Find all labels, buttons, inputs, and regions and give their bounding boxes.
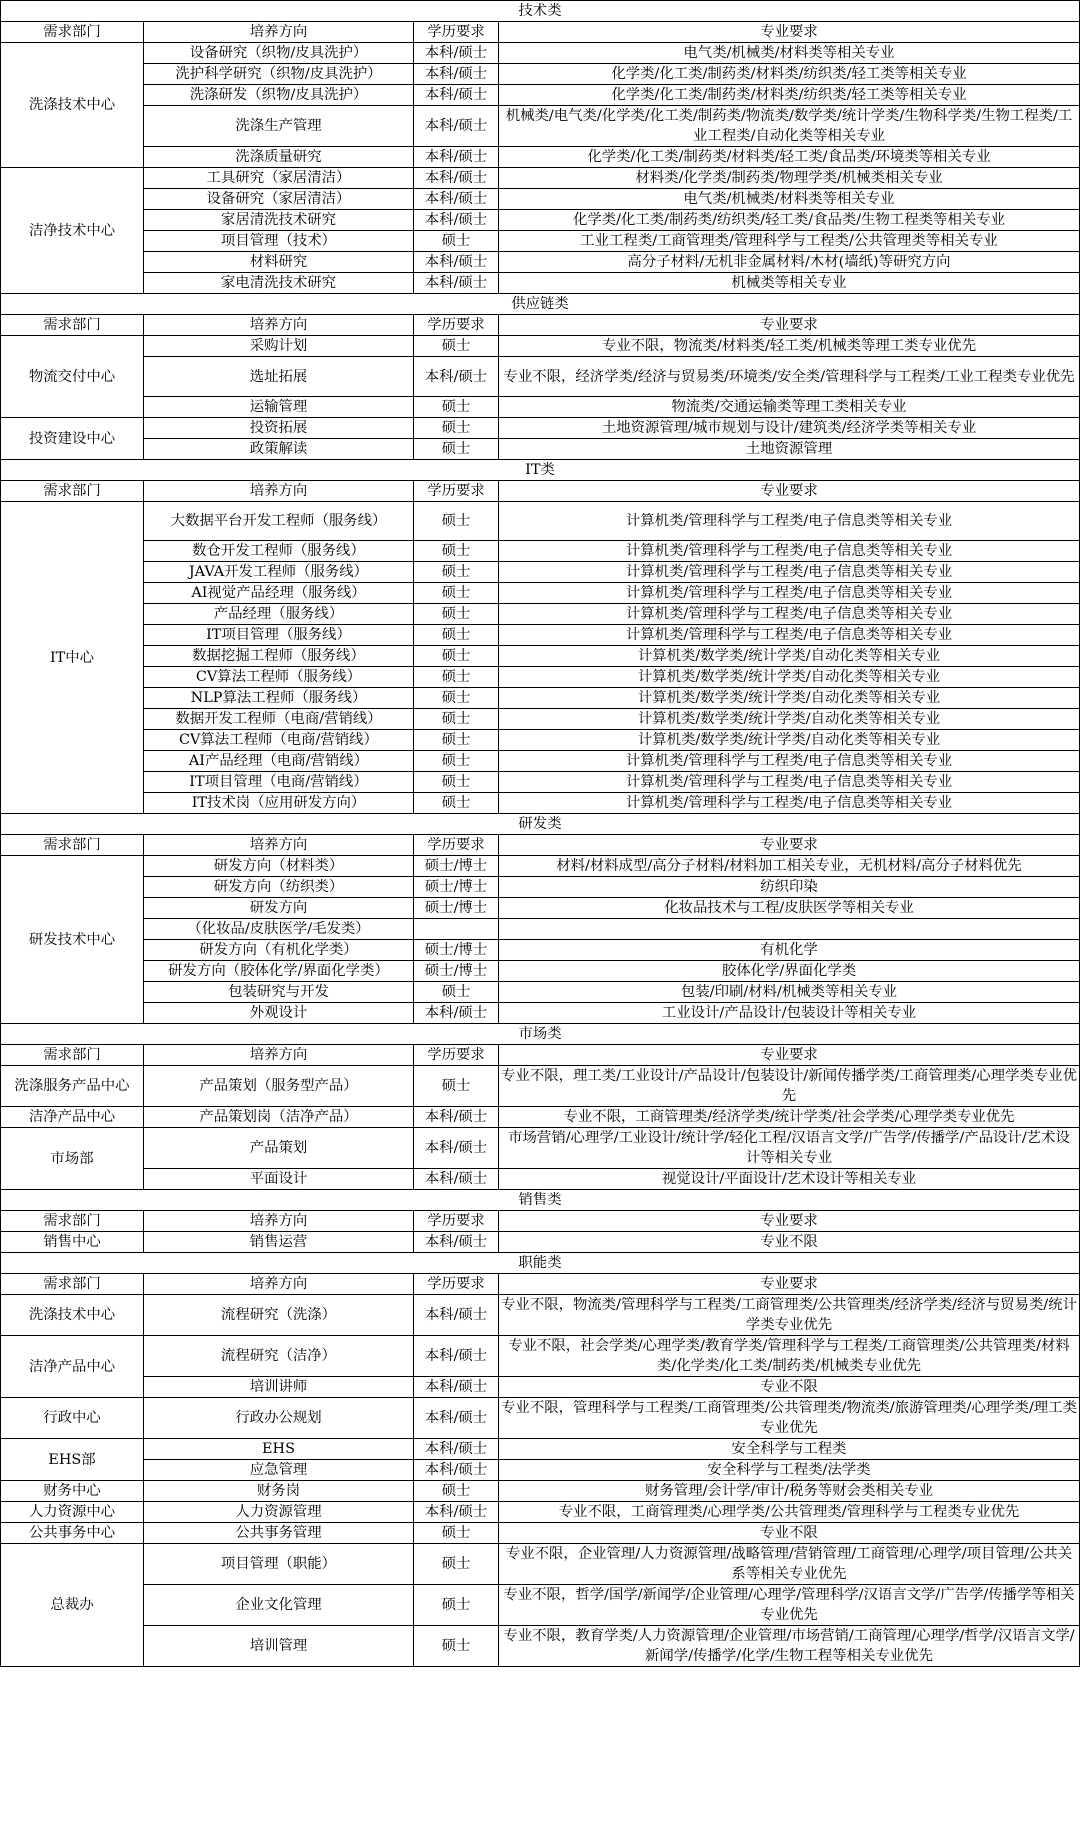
- direction-cell: 公共事务管理: [144, 1523, 414, 1544]
- dept-cell: 销售中心: [1, 1232, 144, 1253]
- direction-cell: 研发方向: [144, 898, 414, 919]
- header-dept: 需求部门: [1, 1211, 144, 1232]
- major-cell: 计算机类/管理科学与工程类/电子信息类等相关专业: [499, 625, 1080, 646]
- edu-cell: 本科/硕士: [414, 252, 499, 273]
- dept-cell: 市场部: [1, 1128, 144, 1190]
- edu-cell: 硕士: [414, 709, 499, 730]
- table-row: [1, 625, 1080, 646]
- header-row: [1, 22, 1080, 43]
- major-cell: 专业不限，教育学类/人力资源管理/企业管理/市场营销/工商管理/心理学/哲学/汉语言文学/新闻学/传播学/化学/生物工程等相关专业优先: [499, 1626, 1080, 1667]
- direction-cell: 数仓开发工程师（服务线）: [144, 541, 414, 562]
- header-row: [1, 1211, 1080, 1232]
- major-cell: 机械类/电气类/化学类/化工类/制药类/物流类/数学类/统计学类/生物科学类/生物工程类/工业工程类/自动化类等相关专业: [499, 106, 1080, 147]
- section-title: 销售类: [1, 1190, 1080, 1211]
- header-edu: 学历要求: [414, 1274, 499, 1295]
- edu-cell: [414, 919, 499, 940]
- dept-cell: 总裁办: [1, 1544, 144, 1667]
- direction-cell: 平面设计: [144, 1169, 414, 1190]
- header-edu: 学历要求: [414, 835, 499, 856]
- table-row: [1, 1626, 1080, 1667]
- table-row: [1, 688, 1080, 709]
- direction-cell: 行政办公规划: [144, 1398, 414, 1439]
- edu-cell: 本科/硕士: [414, 1502, 499, 1523]
- direction-cell: 研发方向（材料类）: [144, 856, 414, 877]
- header-direction: 培养方向: [144, 22, 414, 43]
- edu-cell: 本科/硕士: [414, 189, 499, 210]
- direction-cell: 洗涤质量研究: [144, 147, 414, 168]
- major-cell: 纺织印染: [499, 877, 1080, 898]
- table-row: [1, 982, 1080, 1003]
- table-row: [1, 856, 1080, 877]
- edu-cell: 硕士: [414, 604, 499, 625]
- major-cell: 机械类等相关专业: [499, 273, 1080, 294]
- major-cell: 有机化学: [499, 940, 1080, 961]
- edu-cell: 硕士: [414, 1481, 499, 1502]
- major-cell: 电气类/机械类/材料类等相关专业: [499, 43, 1080, 64]
- direction-cell: 项目管理（职能）: [144, 1544, 414, 1585]
- table-row: [1, 1585, 1080, 1626]
- edu-cell: 硕士: [414, 982, 499, 1003]
- edu-cell: 硕士: [414, 667, 499, 688]
- direction-cell: 培训讲师: [144, 1377, 414, 1398]
- header-row: [1, 1274, 1080, 1295]
- table-row: [1, 1439, 1080, 1460]
- edu-cell: 硕士: [414, 751, 499, 772]
- direction-cell: 运输管理: [144, 397, 414, 418]
- direction-cell: 外观设计: [144, 1003, 414, 1024]
- major-cell: 专业不限，管理科学与工程类/工商管理类/公共管理类/物流类/旅游管理类/心理学类/理工类专业优先: [499, 1398, 1080, 1439]
- edu-cell: 硕士: [414, 1066, 499, 1107]
- direction-cell: 家电清洗技术研究: [144, 273, 414, 294]
- header-major: 专业要求: [499, 1274, 1080, 1295]
- direction-cell: 材料研究: [144, 252, 414, 273]
- direction-cell: CV算法工程师（服务线）: [144, 667, 414, 688]
- direction-cell: CV算法工程师（电商/营销线）: [144, 730, 414, 751]
- section-title: 职能类: [1, 1253, 1080, 1274]
- table-row: [1, 502, 1080, 541]
- header-edu: 学历要求: [414, 315, 499, 336]
- header-dept: 需求部门: [1, 481, 144, 502]
- header-dept: 需求部门: [1, 315, 144, 336]
- direction-cell: 数据挖掘工程师（服务线）: [144, 646, 414, 667]
- major-cell: 电气类/机械类/材料类等相关专业: [499, 189, 1080, 210]
- direction-cell: 培训管理: [144, 1626, 414, 1667]
- major-cell: 计算机类/数学类/统计学类/自动化类等相关专业: [499, 730, 1080, 751]
- section-title-row: [1, 1253, 1080, 1274]
- direction-cell: 洗护科学研究（织物/皮具洗护）: [144, 64, 414, 85]
- major-cell: 计算机类/管理科学与工程类/电子信息类等相关专业: [499, 772, 1080, 793]
- table-row: [1, 1481, 1080, 1502]
- edu-cell: 本科/硕士: [414, 43, 499, 64]
- edu-cell: 硕士: [414, 730, 499, 751]
- direction-cell: EHS: [144, 1439, 414, 1460]
- direction-cell: IT技术岗（应用研发方向）: [144, 793, 414, 814]
- major-cell: 材料类/化学类/制药类/物理学类/机械类相关专业: [499, 168, 1080, 189]
- major-cell: 专业不限，物流类/管理科学与工程类/工商管理类/公共管理类/经济学类/经济与贸易类/统计学类专业优先: [499, 1295, 1080, 1336]
- table-row: [1, 210, 1080, 231]
- edu-cell: 硕士: [414, 439, 499, 460]
- direction-cell: （化妆品/皮肤医学/毛发类）: [144, 919, 414, 940]
- edu-cell: 硕士: [414, 1626, 499, 1667]
- table-row: [1, 397, 1080, 418]
- major-cell: 专业不限: [499, 1523, 1080, 1544]
- header-major: 专业要求: [499, 22, 1080, 43]
- dept-cell: 人力资源中心: [1, 1502, 144, 1523]
- major-cell: 计算机类/管理科学与工程类/电子信息类等相关专业: [499, 604, 1080, 625]
- edu-cell: 本科/硕士: [414, 1107, 499, 1128]
- direction-cell: 销售运营: [144, 1232, 414, 1253]
- table-row: [1, 43, 1080, 64]
- table-row: [1, 1107, 1080, 1128]
- edu-cell: 硕士/博士: [414, 877, 499, 898]
- major-cell: 计算机类/数学类/统计学类/自动化类等相关专业: [499, 688, 1080, 709]
- major-cell: 工业设计/产品设计/包装设计等相关专业: [499, 1003, 1080, 1024]
- edu-cell: 本科/硕士: [414, 1169, 499, 1190]
- table-row: [1, 730, 1080, 751]
- header-row: [1, 1045, 1080, 1066]
- direction-cell: IT项目管理（服务线）: [144, 625, 414, 646]
- section-title-row: [1, 814, 1080, 835]
- edu-cell: 硕士: [414, 1523, 499, 1544]
- table-row: [1, 1377, 1080, 1398]
- table-row: [1, 85, 1080, 106]
- direction-cell: 产品经理（服务线）: [144, 604, 414, 625]
- major-cell: 计算机类/数学类/统计学类/自动化类等相关专业: [499, 667, 1080, 688]
- header-dept: 需求部门: [1, 835, 144, 856]
- edu-cell: 本科/硕士: [414, 1377, 499, 1398]
- major-cell: 工业工程类/工商管理类/管理科学与工程类/公共管理类等相关专业: [499, 231, 1080, 252]
- major-cell: 计算机类/管理科学与工程类/电子信息类等相关专业: [499, 793, 1080, 814]
- edu-cell: 本科/硕士: [414, 357, 499, 397]
- table-row: [1, 772, 1080, 793]
- edu-cell: 硕士: [414, 562, 499, 583]
- edu-cell: 硕士: [414, 1544, 499, 1585]
- major-cell: 市场营销/心理学/工业设计/统计学/轻化工程/汉语言文学/广告学/传播学/产品设计/艺术设计等相关专业: [499, 1128, 1080, 1169]
- direction-cell: 投资拓展: [144, 418, 414, 439]
- direction-cell: AI视觉产品经理（服务线）: [144, 583, 414, 604]
- table-row: [1, 961, 1080, 982]
- table-row: [1, 667, 1080, 688]
- direction-cell: 企业文化管理: [144, 1585, 414, 1626]
- direction-cell: 应急管理: [144, 1460, 414, 1481]
- direction-cell: 研发方向（胶体化学/界面化学类）: [144, 961, 414, 982]
- dept-cell: 公共事务中心: [1, 1523, 144, 1544]
- edu-cell: 硕士/博士: [414, 898, 499, 919]
- direction-cell: 政策解读: [144, 439, 414, 460]
- table-row: [1, 1066, 1080, 1107]
- table-row: [1, 336, 1080, 357]
- table-row: [1, 1232, 1080, 1253]
- edu-cell: 本科/硕士: [414, 64, 499, 85]
- dept-cell: 洁净产品中心: [1, 1336, 144, 1398]
- header-major: 专业要求: [499, 481, 1080, 502]
- direction-cell: 家居清洗技术研究: [144, 210, 414, 231]
- table-row: [1, 439, 1080, 460]
- major-cell: 专业不限，社会学类/心理学类/教育学类/管理科学与工程类/工商管理类/公共管理类/材料类/化学类/化工类/制药类/机械类专业优先: [499, 1336, 1080, 1377]
- major-cell: 财务管理/会计学/审计/税务等财会类相关专业: [499, 1481, 1080, 1502]
- direction-cell: JAVA开发工程师（服务线）: [144, 562, 414, 583]
- edu-cell: 本科/硕士: [414, 273, 499, 294]
- section-title: 技术类: [1, 1, 1080, 22]
- section-title: IT类: [1, 460, 1080, 481]
- edu-cell: 硕士: [414, 397, 499, 418]
- major-cell: 专业不限，企业管理/人力资源管理/战略管理/营销管理/工商管理/心理学/项目管理/公共关系等相关专业优先: [499, 1544, 1080, 1585]
- table-row: [1, 1398, 1080, 1439]
- edu-cell: 本科/硕士: [414, 1232, 499, 1253]
- dept-cell: 洁净技术中心: [1, 168, 144, 294]
- table-row: [1, 646, 1080, 667]
- edu-cell: 硕士: [414, 793, 499, 814]
- header-major: 专业要求: [499, 315, 1080, 336]
- major-cell: 材料/材料成型/高分子材料/材料加工相关专业，无机材料/高分子材料优先: [499, 856, 1080, 877]
- header-direction: 培养方向: [144, 1045, 414, 1066]
- table-row: [1, 604, 1080, 625]
- header-direction: 培养方向: [144, 315, 414, 336]
- table-row: [1, 919, 1080, 940]
- edu-cell: 硕士: [414, 625, 499, 646]
- header-edu: 学历要求: [414, 1045, 499, 1066]
- table-row: [1, 168, 1080, 189]
- section-title: 研发类: [1, 814, 1080, 835]
- table-row: [1, 583, 1080, 604]
- header-direction: 培养方向: [144, 481, 414, 502]
- dept-cell: EHS部: [1, 1439, 144, 1481]
- section-title-row: [1, 1024, 1080, 1045]
- direction-cell: 数据开发工程师（电商/营销线）: [144, 709, 414, 730]
- header-dept: 需求部门: [1, 22, 144, 43]
- edu-cell: 本科/硕士: [414, 1295, 499, 1336]
- direction-cell: 洗涤生产管理: [144, 106, 414, 147]
- table-row: [1, 189, 1080, 210]
- major-cell: 化学类/化工类/制药类/材料类/轻工类/食品类/环境类等相关专业: [499, 147, 1080, 168]
- table-row: [1, 1336, 1080, 1377]
- major-cell: 计算机类/管理科学与工程类/电子信息类等相关专业: [499, 583, 1080, 604]
- table-row: [1, 1544, 1080, 1585]
- header-edu: 学历要求: [414, 22, 499, 43]
- edu-cell: 硕士/博士: [414, 940, 499, 961]
- major-cell: [499, 919, 1080, 940]
- direction-cell: 设备研究（家居清洁）: [144, 189, 414, 210]
- table-row: [1, 418, 1080, 439]
- header-major: 专业要求: [499, 1045, 1080, 1066]
- table-row: [1, 751, 1080, 772]
- section-title-row: [1, 1190, 1080, 1211]
- section-title-row: [1, 1, 1080, 22]
- direction-cell: 采购计划: [144, 336, 414, 357]
- header-direction: 培养方向: [144, 835, 414, 856]
- header-major: 专业要求: [499, 835, 1080, 856]
- direction-cell: 研发方向（有机化学类）: [144, 940, 414, 961]
- edu-cell: 硕士: [414, 418, 499, 439]
- edu-cell: 硕士: [414, 583, 499, 604]
- dept-cell: 洗涤服务产品中心: [1, 1066, 144, 1107]
- major-cell: 高分子材料/无机非金属材料/木材(墙纸)等研究方向: [499, 252, 1080, 273]
- dept-cell: 洗涤技术中心: [1, 43, 144, 168]
- table-row: [1, 64, 1080, 85]
- edu-cell: 本科/硕士: [414, 147, 499, 168]
- direction-cell: 产品策划: [144, 1128, 414, 1169]
- direction-cell: 流程研究（洁净）: [144, 1336, 414, 1377]
- edu-cell: 本科/硕士: [414, 85, 499, 106]
- table-row: [1, 877, 1080, 898]
- major-cell: 计算机类/数学类/统计学类/自动化类等相关专业: [499, 709, 1080, 730]
- header-dept: 需求部门: [1, 1045, 144, 1066]
- table-row: [1, 1003, 1080, 1024]
- direction-cell: 大数据平台开发工程师（服务线）: [144, 502, 414, 541]
- edu-cell: 硕士: [414, 336, 499, 357]
- header-row: [1, 315, 1080, 336]
- table-row: [1, 231, 1080, 252]
- table-body: [1, 1, 1080, 1667]
- major-cell: 专业不限，哲学/国学/新闻学/企业管理/心理学/管理科学/汉语言文学/广告学/传播学等相关专业优先: [499, 1585, 1080, 1626]
- edu-cell: 本科/硕士: [414, 1336, 499, 1377]
- major-cell: 计算机类/数学类/统计学类/自动化类等相关专业: [499, 646, 1080, 667]
- table-row: [1, 106, 1080, 147]
- major-cell: 化学类/化工类/制药类/材料类/纺织类/轻工类等相关专业: [499, 64, 1080, 85]
- major-cell: 胶体化学/界面化学类: [499, 961, 1080, 982]
- edu-cell: 本科/硕士: [414, 1003, 499, 1024]
- table-row: [1, 1169, 1080, 1190]
- major-cell: 专业不限，经济学类/经济与贸易类/环境类/安全类/管理科学与工程类/工业工程类专业优先: [499, 357, 1080, 397]
- dept-cell: 洁净产品中心: [1, 1107, 144, 1128]
- table-row: [1, 1295, 1080, 1336]
- dept-cell: IT中心: [1, 502, 144, 814]
- edu-cell: 硕士: [414, 502, 499, 541]
- major-cell: 专业不限，工商管理类/心理学类/公共管理类/管理科学与工程类专业优先: [499, 1502, 1080, 1523]
- major-cell: 化学类/化工类/制药类/材料类/纺织类/轻工类等相关专业: [499, 85, 1080, 106]
- table-row: [1, 541, 1080, 562]
- table-row: [1, 147, 1080, 168]
- edu-cell: 硕士: [414, 646, 499, 667]
- table-row: [1, 1523, 1080, 1544]
- table-row: [1, 793, 1080, 814]
- direction-cell: 设备研究（织物/皮具洗护）: [144, 43, 414, 64]
- edu-cell: 本科/硕士: [414, 106, 499, 147]
- edu-cell: 本科/硕士: [414, 1439, 499, 1460]
- major-cell: 安全科学与工程类/法学类: [499, 1460, 1080, 1481]
- dept-cell: 物流交付中心: [1, 336, 144, 418]
- major-cell: 计算机类/管理科学与工程类/电子信息类等相关专业: [499, 562, 1080, 583]
- edu-cell: 本科/硕士: [414, 168, 499, 189]
- edu-cell: 硕士: [414, 231, 499, 252]
- major-cell: 专业不限: [499, 1232, 1080, 1253]
- dept-cell: 财务中心: [1, 1481, 144, 1502]
- direction-cell: NLP算法工程师（服务线）: [144, 688, 414, 709]
- edu-cell: 硕士/博士: [414, 961, 499, 982]
- major-cell: 计算机类/管理科学与工程类/电子信息类等相关专业: [499, 541, 1080, 562]
- table-row: [1, 709, 1080, 730]
- edu-cell: 硕士: [414, 541, 499, 562]
- header-edu: 学历要求: [414, 1211, 499, 1232]
- major-cell: 包装/印刷/材料/机械类等相关专业: [499, 982, 1080, 1003]
- table-row: [1, 940, 1080, 961]
- major-cell: 计算机类/管理科学与工程类/电子信息类等相关专业: [499, 751, 1080, 772]
- table-row: [1, 1502, 1080, 1523]
- direction-cell: 流程研究（洗涤）: [144, 1295, 414, 1336]
- edu-cell: 硕士: [414, 772, 499, 793]
- edu-cell: 本科/硕士: [414, 1128, 499, 1169]
- major-cell: 物流类/交通运输类等理工类相关专业: [499, 397, 1080, 418]
- header-row: [1, 835, 1080, 856]
- major-cell: 计算机类/管理科学与工程类/电子信息类等相关专业: [499, 502, 1080, 541]
- direction-cell: 产品策划岗（洁净产品）: [144, 1107, 414, 1128]
- table-row: [1, 1128, 1080, 1169]
- major-cell: 专业不限: [499, 1377, 1080, 1398]
- section-title: 市场类: [1, 1024, 1080, 1045]
- direction-cell: 研发方向（纺织类）: [144, 877, 414, 898]
- direction-cell: 项目管理（技术）: [144, 231, 414, 252]
- major-cell: 专业不限，物流类/材料类/轻工类/机械类等理工类专业优先: [499, 336, 1080, 357]
- table-row: [1, 562, 1080, 583]
- major-cell: 安全科学与工程类: [499, 1439, 1080, 1460]
- dept-cell: 研发技术中心: [1, 856, 144, 1024]
- edu-cell: 本科/硕士: [414, 210, 499, 231]
- direction-cell: 产品策划（服务型产品）: [144, 1066, 414, 1107]
- header-dept: 需求部门: [1, 1274, 144, 1295]
- edu-cell: 本科/硕士: [414, 1460, 499, 1481]
- header-edu: 学历要求: [414, 481, 499, 502]
- major-cell: 专业不限，理工类/工业设计/产品设计/包装设计/新闻传播学类/工商管理类/心理学类专业优先: [499, 1066, 1080, 1107]
- direction-cell: 选址拓展: [144, 357, 414, 397]
- header-major: 专业要求: [499, 1211, 1080, 1232]
- dept-cell: 投资建设中心: [1, 418, 144, 460]
- section-title: 供应链类: [1, 294, 1080, 315]
- edu-cell: 硕士: [414, 1585, 499, 1626]
- section-title-row: [1, 460, 1080, 481]
- table-row: [1, 1460, 1080, 1481]
- header-direction: 培养方向: [144, 1211, 414, 1232]
- section-title-row: [1, 294, 1080, 315]
- major-cell: 土地资源管理/城市规划与设计/建筑类/经济学类等相关专业: [499, 418, 1080, 439]
- major-cell: 视觉设计/平面设计/艺术设计等相关专业: [499, 1169, 1080, 1190]
- major-cell: 化学类/化工类/制药类/纺织类/轻工类/食品类/生物工程类等相关专业: [499, 210, 1080, 231]
- table-row: [1, 252, 1080, 273]
- edu-cell: 硕士: [414, 688, 499, 709]
- direction-cell: 洗涤研发（织物/皮具洗护）: [144, 85, 414, 106]
- dept-cell: 洗涤技术中心: [1, 1295, 144, 1336]
- direction-cell: 包装研究与开发: [144, 982, 414, 1003]
- direction-cell: 财务岗: [144, 1481, 414, 1502]
- header-direction: 培养方向: [144, 1274, 414, 1295]
- edu-cell: 硕士/博士: [414, 856, 499, 877]
- direction-cell: AI产品经理（电商/营销线）: [144, 751, 414, 772]
- direction-cell: 工具研究（家居清洁）: [144, 168, 414, 189]
- major-cell: 土地资源管理: [499, 439, 1080, 460]
- major-cell: 专业不限，工商管理类/经济学类/统计学类/社会学类/心理学类专业优先: [499, 1107, 1080, 1128]
- edu-cell: 本科/硕士: [414, 1398, 499, 1439]
- table-row: [1, 357, 1080, 397]
- direction-cell: IT项目管理（电商/营销线）: [144, 772, 414, 793]
- header-row: [1, 481, 1080, 502]
- direction-cell: 人力资源管理: [144, 1502, 414, 1523]
- table-row: [1, 273, 1080, 294]
- major-cell: 化妆品技术与工程/皮肤医学等相关专业: [499, 898, 1080, 919]
- dept-cell: 行政中心: [1, 1398, 144, 1439]
- table-row: [1, 898, 1080, 919]
